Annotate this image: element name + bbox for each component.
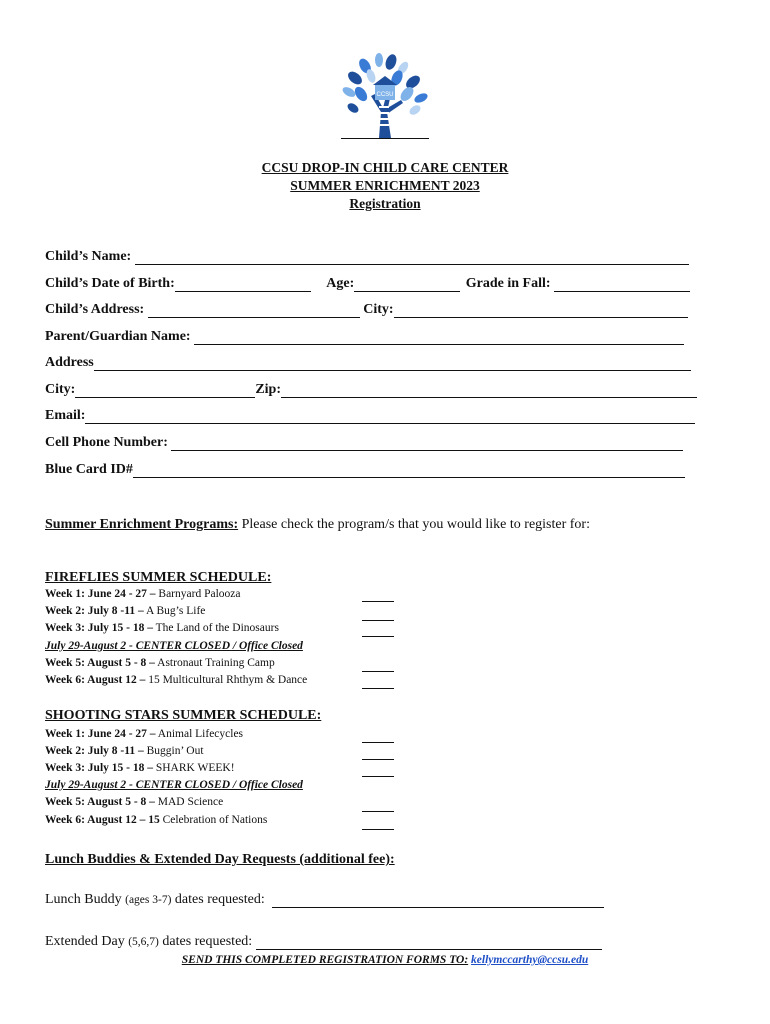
stars-week-6-check[interactable]	[362, 828, 394, 830]
lunch-buddy-ages: (ages 3-7)	[125, 894, 172, 906]
guardian-address-label: Address	[45, 355, 94, 370]
programs-heading: Summer Enrichment Programs:	[45, 517, 239, 532]
logo-text: CCSU	[376, 92, 394, 98]
age-label: Age:	[326, 276, 355, 291]
send-instructions	[0, 954, 770, 966]
contact-email-link[interactable]: kellymccarthy@ccsu.edu	[471, 954, 589, 966]
child-name-row	[45, 249, 689, 267]
zip-label: Zip:	[255, 382, 282, 397]
week-theme: The Land of the Dinosaurs	[152, 622, 279, 634]
stars-week-3-check[interactable]	[362, 775, 394, 777]
guardian-city-field[interactable]	[75, 383, 255, 398]
fireflies-week-2-check[interactable]	[362, 619, 394, 621]
week-theme: Astronaut Training Camp	[154, 657, 275, 669]
extended-day-row	[45, 934, 602, 950]
fireflies-week-1	[45, 588, 240, 600]
child-name-field[interactable]	[135, 250, 689, 265]
week-label: Week 2: July 8 -11 –	[45, 605, 144, 617]
tree-icon	[335, 52, 433, 140]
form-title: CCSU DROP-IN CHILD CARE CENTER	[261, 160, 509, 175]
week-label: Week 6: August 12 – 15	[45, 814, 160, 826]
form-subtitle: SUMMER ENRICHMENT 2023	[290, 178, 480, 193]
age-field[interactable]	[354, 277, 460, 292]
fireflies-week-6-check[interactable]	[362, 687, 394, 689]
guardian-label: Parent/Guardian Name:	[45, 329, 191, 344]
guardian-address-row	[45, 355, 691, 373]
cell-row	[45, 435, 683, 453]
shooting-stars-heading: SHOOTING STARS SUMMER SCHEDULE:	[45, 708, 322, 723]
stars-week-2	[45, 745, 204, 757]
lunch-buddy-suffix: dates requested:	[171, 892, 265, 907]
extended-day-ages: (5,6,7)	[128, 936, 159, 948]
programs-intro	[45, 517, 590, 533]
extended-day-dates-field[interactable]	[256, 935, 602, 950]
child-name-label: Child’s Name:	[45, 249, 132, 264]
week-theme: Barnyard Palooza	[155, 588, 241, 600]
logo-underline	[341, 138, 429, 139]
extended-day-label: Extended Day	[45, 934, 129, 949]
week-label: Week 3: July 15 - 18 –	[45, 762, 153, 774]
child-city-label: City:	[363, 302, 394, 317]
week-label: Week 6: August 12 –	[45, 674, 146, 686]
fireflies-closed-notice: July 29-August 2 - CENTER CLOSED / Office Closed	[45, 640, 303, 652]
stars-week-1	[45, 728, 243, 740]
cell-label: Cell Phone Number:	[45, 435, 168, 450]
stars-week-1-check[interactable]	[362, 741, 394, 743]
dob-row	[45, 276, 690, 294]
guardian-row	[45, 329, 684, 347]
stars-week-5-check[interactable]	[362, 810, 394, 812]
week-label: Week 3: July 15 - 18 –	[45, 622, 153, 634]
form-registration-label: Registration	[349, 196, 421, 211]
grade-field[interactable]	[554, 277, 690, 292]
dob-label: Child’s Date of Birth:	[45, 276, 175, 291]
dob-field[interactable]	[175, 277, 311, 292]
blue-card-row	[45, 462, 685, 480]
week-theme: SHARK WEEK!	[152, 762, 235, 774]
lunch-buddy-label: Lunch Buddy	[45, 892, 126, 907]
grade-label: Grade in Fall:	[465, 276, 551, 291]
cell-field[interactable]	[171, 436, 683, 451]
send-label: SEND THIS COMPLETED REGISTRATION FORMS TO:	[181, 954, 469, 966]
lunch-buddy-row	[45, 892, 604, 908]
email-row	[45, 408, 695, 426]
fireflies-week-5	[45, 657, 275, 669]
week-label: Week 5: August 5 - 8 –	[45, 796, 155, 808]
extended-day-suffix: dates requested:	[158, 934, 253, 949]
blue-card-label: Blue Card ID#	[45, 462, 133, 477]
blue-card-field[interactable]	[133, 463, 685, 478]
week-theme: A Bug’s Life	[143, 605, 206, 617]
fireflies-heading: FIREFLIES SUMMER SCHEDULE:	[45, 570, 272, 585]
fireflies-week-3	[45, 622, 279, 634]
programs-instruction: Please check the program/s that you would like to register for:	[238, 517, 590, 532]
fireflies-week-2	[45, 605, 205, 617]
week-theme: Buggin’ Out	[143, 745, 204, 757]
fireflies-week-5-check[interactable]	[362, 670, 394, 672]
lunch-buddy-dates-field[interactable]	[272, 893, 604, 908]
child-address-row	[45, 302, 688, 320]
week-theme: MAD Science	[154, 796, 224, 808]
guardian-address-field[interactable]	[94, 356, 691, 371]
week-label: Week 1: June 24 - 27 –	[45, 588, 156, 600]
fireflies-week-6	[45, 674, 307, 686]
fireflies-week-3-check[interactable]	[362, 635, 394, 637]
email-field[interactable]	[85, 409, 695, 424]
guardian-city-row	[45, 382, 697, 400]
email-label: Email:	[45, 408, 86, 423]
guardian-city-label: City:	[45, 382, 76, 397]
stars-closed-notice: July 29-August 2 - CENTER CLOSED / Office Closed	[45, 779, 303, 791]
child-address-field[interactable]	[148, 303, 360, 318]
logo	[335, 52, 433, 140]
guardian-field[interactable]	[194, 330, 684, 345]
child-city-field[interactable]	[394, 303, 688, 318]
child-address-label: Child’s Address:	[45, 302, 145, 317]
stars-week-3	[45, 762, 235, 774]
week-theme: Animal Lifecycles	[155, 728, 244, 740]
fireflies-week-1-check[interactable]	[362, 600, 394, 602]
week-label: Week 5: August 5 - 8 –	[45, 657, 155, 669]
stars-week-6	[45, 814, 267, 826]
week-theme: Celebration of Nations	[159, 814, 268, 826]
stars-week-5	[45, 796, 223, 808]
week-theme: 15 Multicultural Rhthym & Dance	[145, 674, 308, 686]
week-label: Week 2: July 8 -11 –	[45, 745, 144, 757]
week-label: Week 1: June 24 - 27 –	[45, 728, 156, 740]
stars-week-2-check[interactable]	[362, 758, 394, 760]
zip-field[interactable]	[281, 383, 697, 398]
lunch-heading: Lunch Buddies & Extended Day Requests (additional fee):	[45, 852, 395, 867]
